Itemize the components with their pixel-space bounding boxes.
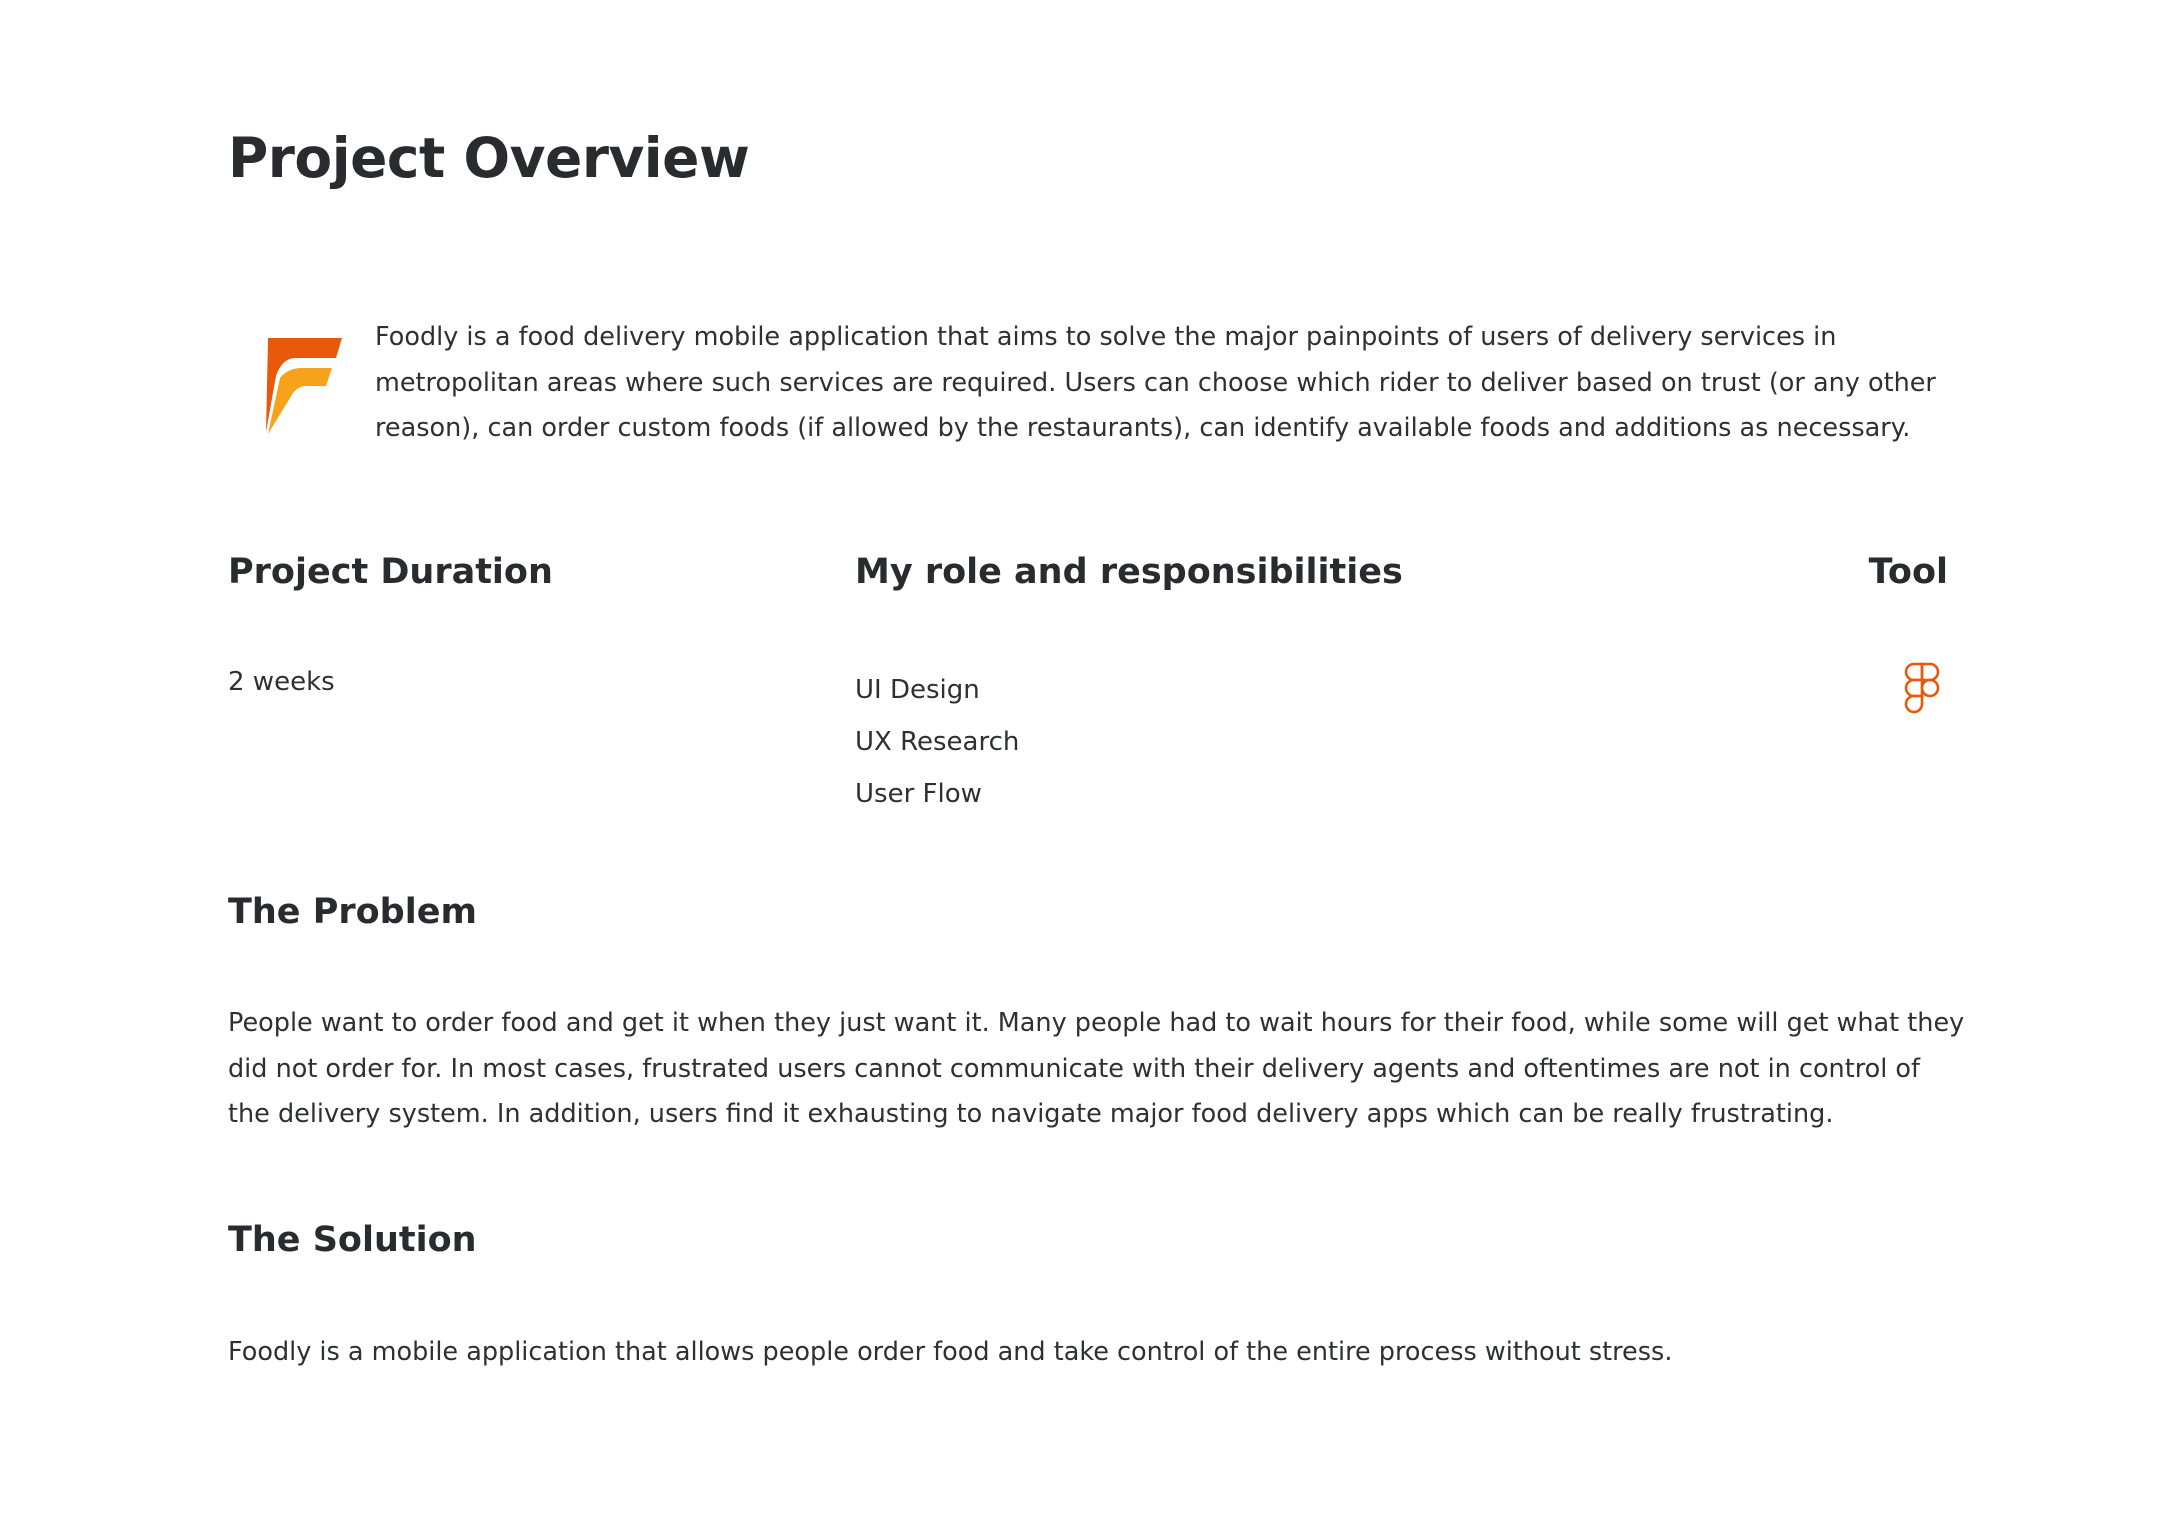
solution-heading: The Solution [228,1220,477,1260]
figma-mid-right [1922,680,1938,696]
figma-top-right [1922,664,1938,680]
figma-mid-left [1906,680,1922,696]
problem-heading: The Problem [228,892,477,932]
logo-lower-stroke [268,368,332,434]
problem-text: People want to order food and get it when they just want it. Many people had to wait hours for their food, while some will get what they did not order for. In most cases, frustrated users cannot communicate with their delivery agents and oftentimes are not in control of the delivery system. In addition, users find it exhausting to navigate major food delivery apps which can be really frustrating. [228,1008,1965,1129]
role-item: User Flow [855,779,982,809]
page-title: Project Overview [228,126,750,190]
figma-bottom [1906,696,1922,712]
role-item: UX Research [855,727,1020,757]
figma-icon [1904,662,1940,716]
foodly-logo-icon [266,336,342,436]
tool-heading: Tool [1868,552,1948,592]
figma-top-left [1906,664,1922,680]
duration-value: 2 weeks [228,667,335,697]
solution-text: Foodly is a mobile application that allows people order food and take control of the entire process without stress. [228,1337,1673,1367]
role-item: UI Design [855,675,980,705]
duration-heading: Project Duration [228,552,553,592]
role-heading: My role and responsibilities [855,552,1403,592]
intro-text: Foodly is a food delivery mobile application that aims to solve the major painpoints of users of delivery services in metropolitan areas where such services are required. Users can choose which rider to deliver based on trust (or any other reason), can order custom foods (if allowed by the restaurants), can identify available foods and additions as necessary. [375,322,1936,443]
role-list [855,664,1019,820]
